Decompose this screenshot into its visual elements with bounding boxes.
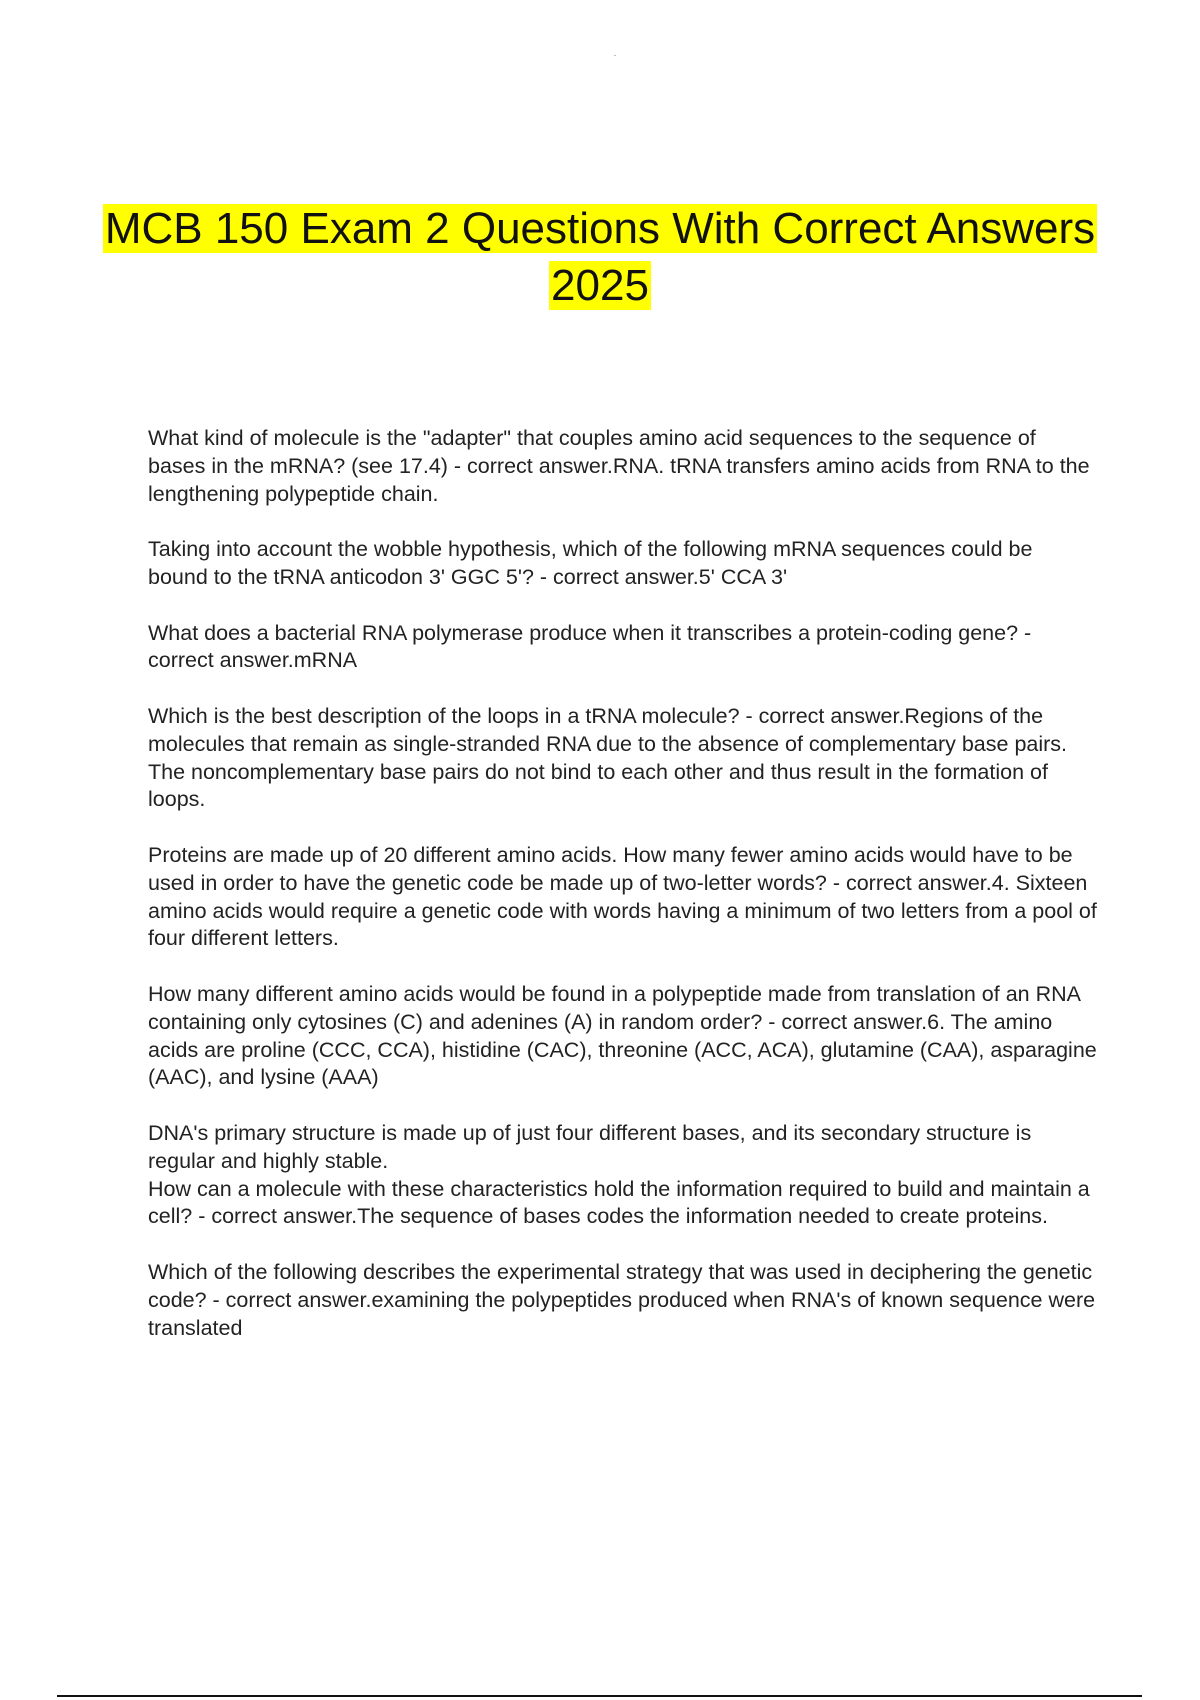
- document-title: [100, 200, 1100, 314]
- qa-list: [148, 425, 1098, 1370]
- footer-divider: [57, 1695, 1142, 1697]
- qa-item-5: Proteins are made up of 20 different amino acids. How many fewer amino acids would have to be used in order to have the genetic code be made up of two-letter words? - correct answer.4. Sixteen amino acids would require a genetic code with words having a minimum of two letters from a pool of four different letters.: [148, 842, 1097, 951]
- qa-item-2: Taking into account the wobble hypothesis, which of the following mRNA sequences could be bound to the tRNA anticodon 3' GGC 5'? - correct answer.5' CCA 3': [148, 537, 1033, 589]
- qa-item-1: What kind of molecule is the "adapter" that couples amino acid sequences to the sequence of bases in the mRNA? (see 17.4) - correct answer.RNA. tRNA transfers amino acids from RNA to the lengthening polypeptide chain.: [148, 426, 1090, 506]
- qa-item-4: Which is the best description of the loops in a tRNA molecule? - correct answer.Regions of the molecules that remain as single-stranded RNA due to the absence of complementary base pairs. The noncomplementary base pairs do not bind to each other and thus result in the formation of loops.: [148, 703, 1068, 812]
- scan-speck: [614, 55, 616, 56]
- qa-item-3: What does a bacterial RNA polymerase produce when it transcribes a protein-coding gene? - correct answer.mRNA: [148, 620, 1032, 673]
- qa-item-6: How many different amino acids would be found in a polypeptide made from translation of an RNA containing only cytosines (C) and adenines (A) in random order? - correct answer.6. The amino acids are proline (CCC, CCA), histidine (CAC), threonine (ACC, ACA), glutamine (CAA), asparagine (AAC), and lysine (AAA): [148, 981, 1097, 1090]
- qa-item-8: Which of the following describes the experimental strategy that was used in deciphering the genetic code? - correct answer.examining the polypeptides produced when RNA's of known sequence were translated: [148, 1259, 1096, 1340]
- qa-item-7: DNA's primary structure is made up of just four different bases, and its secondary structure is regular and highly stable. How can a molecule with these characteristics hold the information required to build and maintain a cell? - correct answer.The sequence of bases codes the information needed to create proteins.: [148, 1120, 1090, 1229]
- title-highlight: MCB 150 Exam 2 Questions With Correct Answers 2025: [104, 204, 1096, 310]
